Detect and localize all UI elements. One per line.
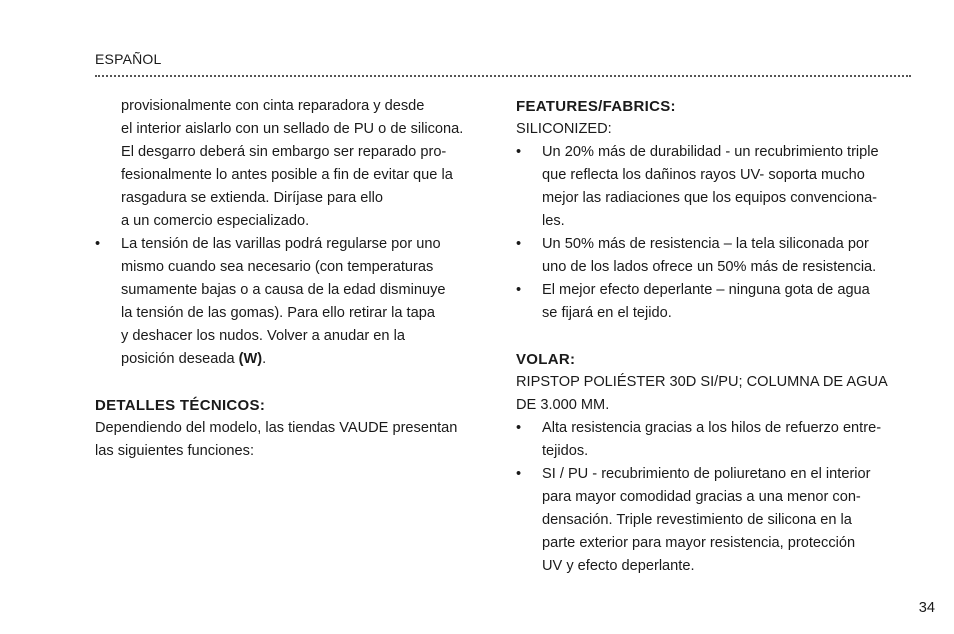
bullet-text: Alta resistencia gracias a los hilos de refuerzo entre- (542, 420, 882, 436)
text-line: rasgadura se extienda. Diríjase para ello (121, 190, 384, 206)
spec-line: RIPSTOP POLIÉSTER 30D SI/PU; COLUMNA DE AGUA (516, 374, 888, 390)
text-line: mejor las radiaciones que los equipos convenciona- (542, 190, 878, 206)
bullet-icon: • (516, 144, 522, 160)
bullet-icon: • (516, 282, 522, 298)
page-number: 34 (918, 600, 935, 616)
section-language-label: ESPAÑOL (95, 51, 162, 67)
bullet-text: El mejor efecto deperlante – ninguna gota de agua (542, 282, 870, 298)
text-line: El desgarro deberá sin embargo ser reparado pro- (121, 144, 447, 160)
text-line: las siguientes funciones: (95, 443, 255, 459)
text-line: fesionalmente lo antes posible a fin de evitar que la (121, 167, 453, 183)
section-heading: DETALLES TÉCNICOS: (95, 397, 266, 414)
text-fragment: posición deseada (121, 351, 239, 367)
bullet-icon: • (95, 236, 101, 252)
bullet-icon: • (516, 236, 522, 252)
bullet-icon: • (516, 420, 522, 436)
section-heading: FEATURES/FABRICS: (516, 98, 676, 115)
text-line: la tensión de las gomas). Para ello retirar la tapa (121, 305, 435, 321)
text-line (95, 348, 495, 371)
bullet-item (516, 233, 916, 256)
bullet-item (95, 233, 495, 256)
bullet-item (516, 279, 916, 302)
text-line: el interior aislarlo con un sellado de PU o de silicona. (121, 121, 464, 137)
text-line: y deshacer los nudos. Volver a anudar en la (121, 328, 405, 344)
bullet-item (516, 417, 916, 440)
text-line: les. (542, 213, 565, 229)
bullet-text: SI / PU - recubrimiento de poliuretano en el interior (542, 466, 871, 482)
bullet-item (516, 141, 916, 164)
left-column (95, 95, 495, 463)
text-line: densación. Triple revestimiento de silicona en la (542, 512, 852, 528)
text-line: se fijará en el tejido. (542, 305, 672, 321)
text-line: tejidos. (542, 443, 589, 459)
bullet-item (516, 463, 916, 486)
bullet-text: La tensión de las varillas podrá regularse por uno (121, 236, 441, 252)
text-line: sumamente bajas o a causa de la edad disminuye (121, 282, 446, 298)
text-line: para mayor comodidad gracias a una menor con- (542, 489, 861, 505)
text-line: Dependiendo del modelo, las tiendas VAUDE presentan (95, 420, 458, 436)
right-column (516, 95, 916, 578)
spec-line: DE 3.000 MM. (516, 397, 610, 413)
bullet-text: Un 20% más de durabilidad - un recubrimiento triple (542, 144, 879, 160)
bullet-text: Un 50% más de resistencia – la tela siliconada por (542, 236, 869, 252)
text-line: provisionalmente con cinta reparadora y desde (121, 98, 425, 114)
dotted-divider (95, 75, 911, 77)
text-line: a un comercio especializado. (121, 213, 310, 229)
text-fragment: . (262, 351, 267, 367)
bullet-icon: • (516, 466, 522, 482)
subheading: SILICONIZED: (516, 121, 612, 137)
text-line: mismo cuando sea necesario (con temperaturas (121, 259, 434, 275)
text-line: UV y efecto deperlante. (542, 558, 695, 574)
section-heading: VOLAR: (516, 351, 576, 368)
text-line: uno de los lados ofrece un 50% más de resistencia. (542, 259, 877, 275)
figure-reference: (W) (238, 351, 263, 367)
text-line: parte exterior para mayor resistencia, protección (542, 535, 856, 551)
text-line: que reflecta los dañinos rayos UV- soporta mucho (542, 167, 865, 183)
